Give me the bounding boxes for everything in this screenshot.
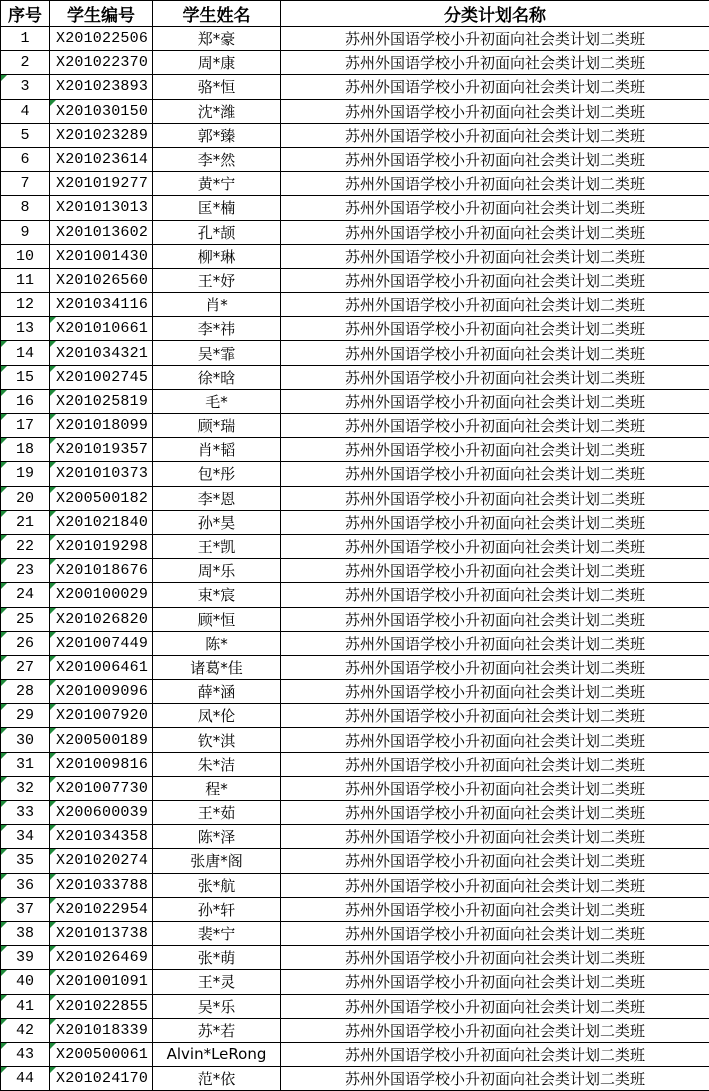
cell-student-id: X201009096 (50, 680, 153, 704)
cell-student-id: X200500189 (50, 728, 153, 752)
cell-student-name: 肖* (153, 293, 281, 317)
cell-student-id: X200500182 (50, 486, 153, 510)
table-row (1, 510, 709, 534)
cell-student-name: 朱*洁 (153, 752, 281, 776)
cell-plan-name: 苏州外国语学校小升初面向社会类计划二类班 (281, 655, 709, 679)
cell-student-id: X201021840 (50, 510, 153, 534)
cell-seq: 5 (1, 123, 50, 147)
cell-plan-name: 苏州外国语学校小升初面向社会类计划二类班 (281, 631, 709, 655)
cell-plan-name: 苏州外国语学校小升初面向社会类计划二类班 (281, 438, 709, 462)
cell-student-name: 沈*潍 (153, 99, 281, 123)
table-row (1, 293, 709, 317)
table-row (1, 704, 709, 728)
header-seq: 序号 (1, 1, 50, 27)
cell-student-name: 王*灵 (153, 970, 281, 994)
cell-seq: 41 (1, 994, 50, 1018)
table-row (1, 825, 709, 849)
cell-student-id: X201026820 (50, 607, 153, 631)
cell-seq: 2 (1, 51, 50, 75)
cell-student-name: 王*妤 (153, 268, 281, 292)
cell-seq: 30 (1, 728, 50, 752)
cell-seq: 10 (1, 244, 50, 268)
cell-student-id: X201001430 (50, 244, 153, 268)
cell-plan-name: 苏州外国语学校小升初面向社会类计划二类班 (281, 776, 709, 800)
table-row (1, 680, 709, 704)
cell-student-name: 黄*宁 (153, 172, 281, 196)
cell-student-id: X201034358 (50, 825, 153, 849)
cell-seq: 12 (1, 293, 50, 317)
cell-plan-name: 苏州外国语学校小升初面向社会类计划二类班 (281, 293, 709, 317)
cell-student-id: X200100029 (50, 583, 153, 607)
cell-student-name: 程* (153, 776, 281, 800)
cell-seq: 35 (1, 849, 50, 873)
cell-seq: 25 (1, 607, 50, 631)
cell-plan-name: 苏州外国语学校小升初面向社会类计划二类班 (281, 680, 709, 704)
cell-plan-name: 苏州外国语学校小升初面向社会类计划二类班 (281, 801, 709, 825)
table-row (1, 389, 709, 413)
cell-student-id: X201026469 (50, 946, 153, 970)
cell-seq: 18 (1, 438, 50, 462)
table-row (1, 873, 709, 897)
cell-plan-name: 苏州外国语学校小升初面向社会类计划二类班 (281, 510, 709, 534)
cell-student-id: X201034321 (50, 341, 153, 365)
cell-seq: 7 (1, 172, 50, 196)
cell-plan-name: 苏州外国语学校小升初面向社会类计划二类班 (281, 462, 709, 486)
cell-plan-name: 苏州外国语学校小升初面向社会类计划二类班 (281, 970, 709, 994)
table-row (1, 1018, 709, 1042)
cell-student-name: Alvin*LeRong (153, 1042, 281, 1066)
cell-student-name: 周*康 (153, 51, 281, 75)
cell-plan-name: 苏州外国语学校小升初面向社会类计划二类班 (281, 873, 709, 897)
cell-plan-name: 苏州外国语学校小升初面向社会类计划二类班 (281, 704, 709, 728)
cell-plan-name: 苏州外国语学校小升初面向社会类计划二类班 (281, 1067, 709, 1091)
table-row (1, 123, 709, 147)
cell-student-id: X201018099 (50, 414, 153, 438)
cell-student-name: 肖*韬 (153, 438, 281, 462)
cell-plan-name: 苏州外国语学校小升初面向社会类计划二类班 (281, 728, 709, 752)
cell-student-name: 薛*涵 (153, 680, 281, 704)
cell-plan-name: 苏州外国语学校小升初面向社会类计划二类班 (281, 99, 709, 123)
table-row (1, 970, 709, 994)
table-row (1, 27, 709, 51)
cell-plan-name: 苏州外国语学校小升初面向社会类计划二类班 (281, 317, 709, 341)
cell-student-id: X201020274 (50, 849, 153, 873)
cell-student-name: 苏*若 (153, 1018, 281, 1042)
table-row (1, 1042, 709, 1066)
cell-seq: 44 (1, 1067, 50, 1091)
table-row (1, 583, 709, 607)
cell-student-id: X201023289 (50, 123, 153, 147)
cell-plan-name: 苏州外国语学校小升初面向社会类计划二类班 (281, 1042, 709, 1066)
cell-seq: 3 (1, 75, 50, 99)
table-row (1, 414, 709, 438)
cell-student-name: 张*航 (153, 873, 281, 897)
cell-plan-name: 苏州外国语学校小升初面向社会类计划二类班 (281, 414, 709, 438)
cell-plan-name: 苏州外国语学校小升初面向社会类计划二类班 (281, 147, 709, 171)
cell-student-name: 郑*豪 (153, 27, 281, 51)
cell-student-id: X201013013 (50, 196, 153, 220)
cell-student-name: 毛* (153, 389, 281, 413)
table-row (1, 776, 709, 800)
cell-student-name: 诸葛*佳 (153, 655, 281, 679)
cell-student-name: 王*凯 (153, 534, 281, 558)
table-row (1, 946, 709, 970)
cell-plan-name: 苏州外国语学校小升初面向社会类计划二类班 (281, 849, 709, 873)
cell-student-id: X201022506 (50, 27, 153, 51)
cell-plan-name: 苏州外国语学校小升初面向社会类计划二类班 (281, 921, 709, 945)
cell-student-name: 孔*颉 (153, 220, 281, 244)
cell-plan-name: 苏州外国语学校小升初面向社会类计划二类班 (281, 389, 709, 413)
cell-student-name: 包*彤 (153, 462, 281, 486)
cell-student-name: 束*宸 (153, 583, 281, 607)
cell-student-id: X201026560 (50, 268, 153, 292)
cell-seq: 31 (1, 752, 50, 776)
header-row (1, 1, 709, 27)
cell-student-id: X201024170 (50, 1067, 153, 1091)
cell-student-name: 骆*恒 (153, 75, 281, 99)
cell-seq: 15 (1, 365, 50, 389)
cell-student-name: 吴*乐 (153, 994, 281, 1018)
cell-plan-name: 苏州外国语学校小升初面向社会类计划二类班 (281, 752, 709, 776)
table-row (1, 897, 709, 921)
cell-seq: 11 (1, 268, 50, 292)
cell-student-name: 匡*楠 (153, 196, 281, 220)
table-row (1, 438, 709, 462)
cell-student-id: X201007730 (50, 776, 153, 800)
cell-seq: 1 (1, 27, 50, 51)
table-row (1, 51, 709, 75)
cell-plan-name: 苏州外国语学校小升初面向社会类计划二类班 (281, 268, 709, 292)
cell-seq: 19 (1, 462, 50, 486)
cell-seq: 6 (1, 147, 50, 171)
table-row (1, 341, 709, 365)
cell-seq: 21 (1, 510, 50, 534)
cell-student-id: X201018676 (50, 559, 153, 583)
table-row (1, 607, 709, 631)
cell-plan-name: 苏州外国语学校小升初面向社会类计划二类班 (281, 825, 709, 849)
cell-student-name: 顾*瑞 (153, 414, 281, 438)
cell-plan-name: 苏州外国语学校小升初面向社会类计划二类班 (281, 27, 709, 51)
table-row (1, 99, 709, 123)
table-row (1, 147, 709, 171)
cell-student-id: X201019277 (50, 172, 153, 196)
cell-seq: 43 (1, 1042, 50, 1066)
cell-student-name: 李*祎 (153, 317, 281, 341)
cell-student-id: X201034116 (50, 293, 153, 317)
cell-student-id: X201025819 (50, 389, 153, 413)
cell-student-id: X201007920 (50, 704, 153, 728)
cell-seq: 39 (1, 946, 50, 970)
cell-seq: 24 (1, 583, 50, 607)
table-row (1, 631, 709, 655)
cell-student-name: 陈*泽 (153, 825, 281, 849)
cell-plan-name: 苏州外国语学校小升初面向社会类计划二类班 (281, 583, 709, 607)
cell-plan-name: 苏州外国语学校小升初面向社会类计划二类班 (281, 1018, 709, 1042)
cell-student-id: X201010661 (50, 317, 153, 341)
cell-student-id: X201030150 (50, 99, 153, 123)
cell-plan-name: 苏州外国语学校小升初面向社会类计划二类班 (281, 123, 709, 147)
cell-student-name: 周*乐 (153, 559, 281, 583)
header-student-id: 学生编号 (50, 1, 153, 27)
cell-student-id: X201013602 (50, 220, 153, 244)
cell-plan-name: 苏州外国语学校小升初面向社会类计划二类班 (281, 607, 709, 631)
cell-seq: 16 (1, 389, 50, 413)
cell-student-name: 李*然 (153, 147, 281, 171)
cell-student-name: 范*依 (153, 1067, 281, 1091)
table-row (1, 365, 709, 389)
cell-plan-name: 苏州外国语学校小升初面向社会类计划二类班 (281, 172, 709, 196)
cell-seq: 26 (1, 631, 50, 655)
cell-student-name: 王*茹 (153, 801, 281, 825)
table-row (1, 462, 709, 486)
cell-student-id: X201023893 (50, 75, 153, 99)
cell-seq: 20 (1, 486, 50, 510)
header-plan-name: 分类计划名称 (281, 1, 709, 27)
cell-seq: 8 (1, 196, 50, 220)
cell-student-name: 徐*晗 (153, 365, 281, 389)
cell-student-name: 孙*轩 (153, 897, 281, 921)
cell-seq: 23 (1, 559, 50, 583)
cell-plan-name: 苏州外国语学校小升初面向社会类计划二类班 (281, 196, 709, 220)
cell-student-id: X201022370 (50, 51, 153, 75)
cell-student-id: X201010373 (50, 462, 153, 486)
cell-student-name: 钦*淇 (153, 728, 281, 752)
cell-plan-name: 苏州外国语学校小升初面向社会类计划二类班 (281, 75, 709, 99)
cell-student-id: X201013738 (50, 921, 153, 945)
cell-seq: 13 (1, 317, 50, 341)
cell-student-id: X201001091 (50, 970, 153, 994)
cell-plan-name: 苏州外国语学校小升初面向社会类计划二类班 (281, 486, 709, 510)
cell-plan-name: 苏州外国语学校小升初面向社会类计划二类班 (281, 897, 709, 921)
cell-student-id: X200500061 (50, 1042, 153, 1066)
cell-seq: 17 (1, 414, 50, 438)
table-row (1, 849, 709, 873)
cell-plan-name: 苏州外国语学校小升初面向社会类计划二类班 (281, 51, 709, 75)
cell-student-id: X201006461 (50, 655, 153, 679)
table-row (1, 534, 709, 558)
cell-seq: 28 (1, 680, 50, 704)
cell-student-name: 陈* (153, 631, 281, 655)
table-row (1, 801, 709, 825)
cell-plan-name: 苏州外国语学校小升初面向社会类计划二类班 (281, 946, 709, 970)
cell-student-id: X201033788 (50, 873, 153, 897)
cell-student-id: X201023614 (50, 147, 153, 171)
table-header (1, 1, 709, 27)
cell-seq: 42 (1, 1018, 50, 1042)
cell-seq: 14 (1, 341, 50, 365)
cell-student-name: 吴*霏 (153, 341, 281, 365)
table-row (1, 655, 709, 679)
header-student-name: 学生姓名 (153, 1, 281, 27)
cell-plan-name: 苏州外国语学校小升初面向社会类计划二类班 (281, 341, 709, 365)
cell-student-name: 孙*昊 (153, 510, 281, 534)
cell-student-id: X200600039 (50, 801, 153, 825)
cell-seq: 29 (1, 704, 50, 728)
table-row (1, 1067, 709, 1091)
cell-student-id: X201002745 (50, 365, 153, 389)
table-row (1, 196, 709, 220)
cell-seq: 34 (1, 825, 50, 849)
cell-student-name: 顾*恒 (153, 607, 281, 631)
cell-seq: 37 (1, 897, 50, 921)
cell-seq: 40 (1, 970, 50, 994)
cell-seq: 36 (1, 873, 50, 897)
table-row (1, 244, 709, 268)
table-row (1, 994, 709, 1018)
cell-seq: 22 (1, 534, 50, 558)
cell-plan-name: 苏州外国语学校小升初面向社会类计划二类班 (281, 244, 709, 268)
cell-seq: 38 (1, 921, 50, 945)
cell-student-id: X201018339 (50, 1018, 153, 1042)
cell-student-name: 张*萌 (153, 946, 281, 970)
cell-student-id: X201007449 (50, 631, 153, 655)
cell-student-id: X201022954 (50, 897, 153, 921)
cell-student-name: 郭*臻 (153, 123, 281, 147)
table-row (1, 486, 709, 510)
cell-student-id: X201019357 (50, 438, 153, 462)
cell-seq: 32 (1, 776, 50, 800)
table-row (1, 559, 709, 583)
cell-student-name: 柳*琳 (153, 244, 281, 268)
cell-plan-name: 苏州外国语学校小升初面向社会类计划二类班 (281, 220, 709, 244)
cell-student-name: 凤*伦 (153, 704, 281, 728)
cell-student-name: 张唐*阁 (153, 849, 281, 873)
cell-plan-name: 苏州外国语学校小升初面向社会类计划二类班 (281, 559, 709, 583)
cell-student-id: X201022855 (50, 994, 153, 1018)
table-row (1, 75, 709, 99)
table-row (1, 220, 709, 244)
table-row (1, 172, 709, 196)
cell-student-id: X201019298 (50, 534, 153, 558)
cell-student-id: X201009816 (50, 752, 153, 776)
table-row (1, 317, 709, 341)
table-row (1, 921, 709, 945)
cell-seq: 33 (1, 801, 50, 825)
cell-plan-name: 苏州外国语学校小升初面向社会类计划二类班 (281, 534, 709, 558)
cell-seq: 9 (1, 220, 50, 244)
cell-seq: 27 (1, 655, 50, 679)
cell-plan-name: 苏州外国语学校小升初面向社会类计划二类班 (281, 994, 709, 1018)
table-row (1, 728, 709, 752)
table-body (1, 27, 709, 1091)
cell-student-name: 裴*宁 (153, 921, 281, 945)
cell-seq: 4 (1, 99, 50, 123)
table-row (1, 268, 709, 292)
table-row (1, 752, 709, 776)
cell-student-name: 李*恩 (153, 486, 281, 510)
cell-plan-name: 苏州外国语学校小升初面向社会类计划二类班 (281, 365, 709, 389)
